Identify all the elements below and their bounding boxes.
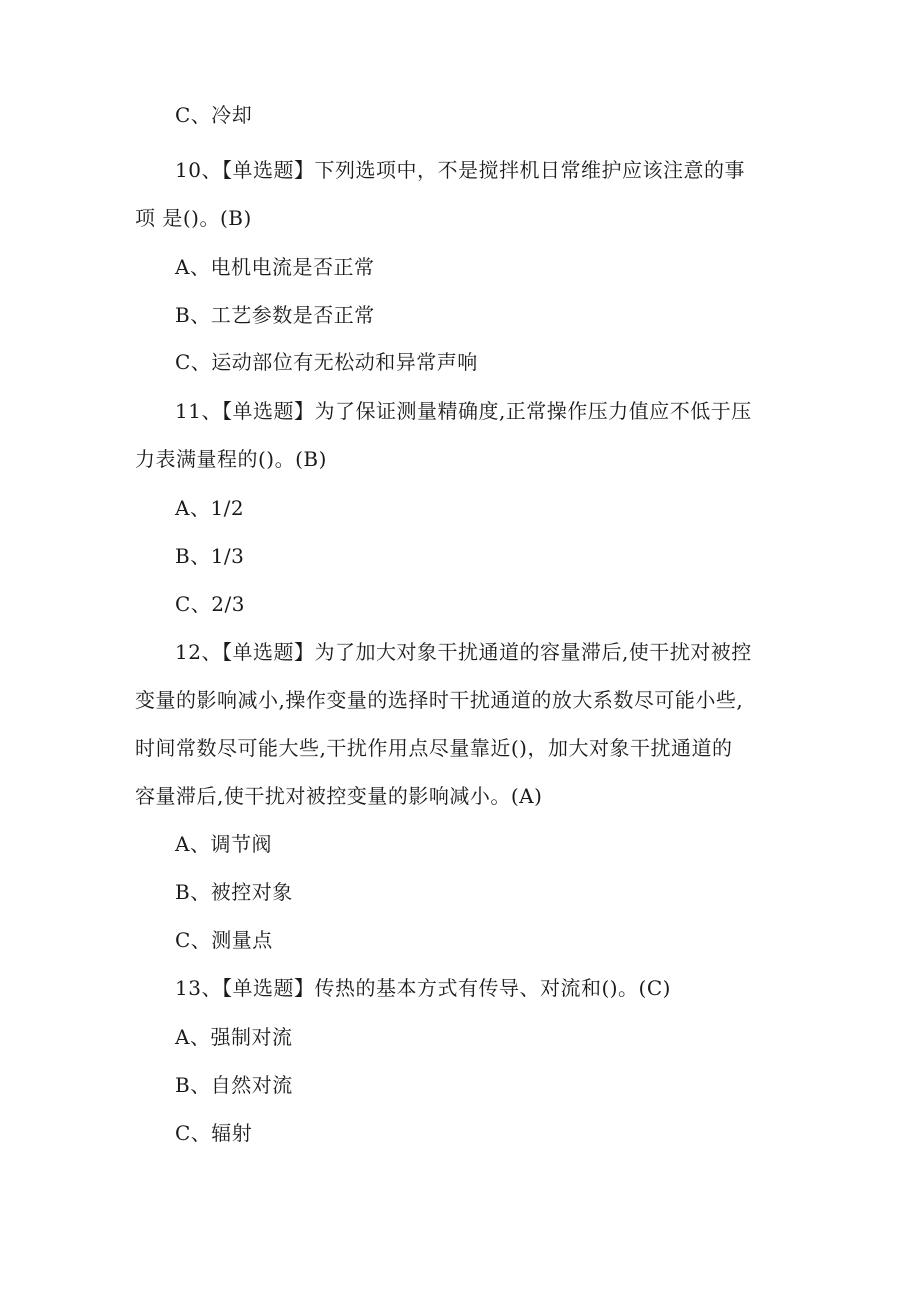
question-12-option-a: A、调节阀 [175,832,272,856]
question-13-option-c: C、辐射 [175,1121,253,1145]
question-10-option-b: B、工艺参数是否正常 [175,303,375,327]
question-12-stem-line-4: 容量滞后,使干扰对被控变量的影响减小。(A) [135,784,543,808]
question-11-option-c: C、2/3 [175,592,245,616]
question-11-stem-line-1: 11、【单选题】为了保证测量精确度,正常操作压力值应不低于压 [175,399,752,423]
prev-question-option-c: C、冷却 [175,103,253,127]
question-11-option-b: B、1/3 [175,544,245,568]
question-13-stem-line-1: 13、【单选题】传热的基本方式有传导、对流和()。(C) [175,976,671,1000]
question-11-option-a: A、1/2 [175,496,245,520]
question-13-option-a: A、强制对流 [175,1025,293,1049]
question-12-stem-line-1: 12、【单选题】为了加大对象干扰通道的容量滞后,使干扰对被控 [175,640,752,664]
question-12-option-c: C、测量点 [175,928,273,952]
question-10-option-a: A、电机电流是否正常 [175,255,375,279]
question-12-stem-line-3: 时间常数尽可能大些,干扰作用点尽量靠近()，加大对象干扰通道的 [135,736,733,760]
question-10-stem-line-2: 项 是()。(B) [135,206,252,230]
question-11-stem-line-2: 力表满量程的()。(B) [135,447,327,471]
question-10-stem-line-1: 10、【单选题】下列选项中，不是搅拌机日常维护应该注意的事 [175,158,745,182]
question-12-stem-line-2: 变量的影响减小,操作变量的选择时干扰通道的放大系数尽可能小些, [135,688,744,712]
question-10-option-c: C、运动部位有无松动和异常声响 [175,350,478,374]
question-13-option-b: B、自然对流 [175,1073,293,1097]
question-12-option-b: B、被控对象 [175,880,293,904]
